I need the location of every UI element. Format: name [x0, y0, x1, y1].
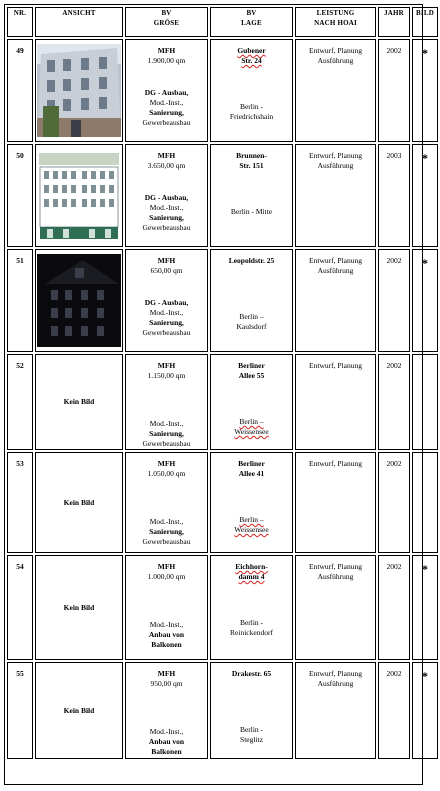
work-item: Gewerbeausbau — [142, 328, 191, 337]
work-item: Anbau von — [148, 737, 185, 746]
building-type: MFH — [157, 562, 176, 571]
row-number — [7, 452, 33, 553]
row-picture-mark — [412, 39, 438, 142]
row-number-text: 51 — [16, 256, 24, 265]
row-year — [378, 354, 410, 450]
row-performance — [295, 144, 376, 247]
year-text: 2002 — [386, 562, 402, 571]
city-district: Berlin – Weissensee — [234, 515, 269, 534]
year-text: 2002 — [386, 361, 402, 370]
street-address: Brunnen- Str. 151 — [236, 151, 267, 170]
project-list-page — [4, 4, 434, 785]
floor-area: 3.650,00 qm — [147, 161, 186, 170]
work-item: Sanierung, — [149, 108, 184, 117]
row-size — [125, 662, 208, 759]
row-year — [378, 452, 410, 553]
row-size — [125, 452, 208, 553]
project-table — [5, 5, 440, 761]
year-text: 2002 — [386, 459, 402, 468]
row-view — [35, 144, 123, 247]
street-address: Berliner Allee 55 — [238, 361, 265, 380]
performance-text: Entwurf, Planung Ausführung — [309, 562, 362, 581]
work-item: Anbau von — [148, 630, 185, 639]
row-location — [210, 354, 293, 450]
row-number-text: 54 — [16, 562, 24, 571]
work-item: Mod.-Inst., — [149, 727, 184, 736]
performance-text: Entwurf, Planung Ausführung — [309, 151, 362, 170]
row-view — [35, 662, 123, 759]
street-address: Eichhorn- damm 4 — [235, 562, 268, 581]
street-address: Gubener Str. 24 — [237, 46, 266, 65]
work-item: Sanierung, — [149, 527, 184, 536]
row-picture-mark — [412, 144, 438, 247]
building-drawing — [37, 149, 121, 242]
work-item: Gewerbeausbau — [142, 537, 191, 546]
row-picture-mark — [412, 354, 438, 450]
header-performance: LEISTUNG NACH HOAI — [295, 7, 376, 37]
work-item: Balkonen — [151, 747, 182, 756]
picture-asterisk: * — [422, 46, 428, 60]
no-picture-text: Kein Bild — [63, 705, 95, 715]
work-item: Mod.-Inst., — [149, 517, 184, 526]
row-location — [210, 452, 293, 553]
row-performance — [295, 555, 376, 660]
header-size: BV GRÖSE — [125, 7, 208, 37]
work-item: Sanierung, — [149, 429, 184, 438]
building-photo — [37, 44, 121, 137]
work-item: Mod.-Inst., — [149, 620, 184, 629]
row-size — [125, 354, 208, 450]
row-number — [7, 249, 33, 352]
city-district: Berlin - Friedrichshain — [229, 102, 274, 121]
year-text: 2002 — [386, 46, 402, 55]
work-item: DG - Ausbau, — [144, 88, 189, 97]
row-number-text: 55 — [16, 669, 24, 678]
street-address: Drakestr. 65 — [231, 669, 272, 678]
row-view — [35, 354, 123, 450]
city-district: Berlin – Weissensee — [234, 417, 269, 436]
row-picture-mark — [412, 662, 438, 759]
row-picture-mark — [412, 452, 438, 553]
street-address: Berliner Allee 41 — [238, 459, 265, 478]
city-district: Berlin - Steglitz — [239, 725, 264, 744]
work-item: DG - Ausbau, — [144, 298, 189, 307]
header-nr: NR. — [7, 7, 33, 37]
header-year: JAHR — [378, 7, 410, 37]
city-district: Berlin - Reinickendorf — [230, 618, 273, 637]
building-type: MFH — [157, 46, 176, 55]
floor-area: 950,00 qm — [150, 679, 183, 688]
work-item: Sanierung, — [149, 318, 184, 327]
row-performance — [295, 452, 376, 553]
row-size — [125, 555, 208, 660]
row-view — [35, 249, 123, 352]
performance-text: Entwurf, Planung Ausführung — [309, 669, 362, 688]
row-year — [378, 555, 410, 660]
performance-text: Entwurf, Planung — [309, 459, 362, 468]
row-number-text: 50 — [16, 151, 24, 160]
header-view: ANSICHT — [35, 7, 123, 37]
table-row — [7, 39, 438, 142]
header-row — [7, 7, 438, 37]
performance-text: Entwurf, Planung Ausführung — [309, 256, 362, 275]
row-number-text: 53 — [16, 459, 24, 468]
floor-area: 1.900,00 qm — [147, 56, 186, 65]
row-view — [35, 555, 123, 660]
floor-area: 1.000,00 qm — [147, 572, 186, 581]
row-view — [35, 452, 123, 553]
row-location — [210, 249, 293, 352]
table-row — [7, 452, 438, 553]
row-location — [210, 662, 293, 759]
work-item: Mod.-Inst., — [149, 203, 184, 212]
work-item: Gewerbeausbau — [142, 439, 191, 448]
row-year — [378, 249, 410, 352]
picture-asterisk: * — [422, 669, 428, 683]
picture-asterisk: * — [422, 562, 428, 576]
header-picture: BILD — [412, 7, 438, 37]
row-size — [125, 144, 208, 247]
row-performance — [295, 662, 376, 759]
year-text: 2002 — [386, 256, 402, 265]
work-item: DG - Ausbau, — [144, 193, 189, 202]
city-district: Berlin – Kaulsdorf — [236, 312, 267, 331]
row-location — [210, 555, 293, 660]
work-item: Balkonen — [151, 640, 182, 649]
row-year — [378, 662, 410, 759]
building-photo-dark — [37, 254, 121, 347]
row-size — [125, 249, 208, 352]
row-performance — [295, 354, 376, 450]
work-item: Mod.-Inst., — [149, 308, 184, 317]
work-item: Gewerbeausbau — [142, 223, 191, 232]
row-number — [7, 144, 33, 247]
row-performance — [295, 39, 376, 142]
work-item: Gewerbeausbau — [142, 118, 191, 127]
row-number-text: 52 — [16, 361, 24, 370]
table-row — [7, 144, 438, 247]
no-picture-text: Kein Bild — [63, 397, 95, 406]
row-picture-mark — [412, 249, 438, 352]
row-size — [125, 39, 208, 142]
building-type: MFH — [157, 256, 176, 265]
table-row — [7, 662, 438, 759]
performance-text: Entwurf, Planung Ausführung — [309, 46, 362, 65]
performance-text: Entwurf, Planung — [309, 361, 362, 370]
row-number — [7, 39, 33, 142]
building-type: MFH — [157, 361, 176, 370]
year-text: 2002 — [386, 669, 402, 678]
picture-asterisk: * — [422, 151, 428, 165]
street-address: Leopoldstr. 25 — [228, 256, 275, 265]
header-location: BV LAGE — [210, 7, 293, 37]
table-row — [7, 555, 438, 660]
row-picture-mark — [412, 555, 438, 660]
building-type: MFH — [157, 459, 176, 468]
floor-area: 1.050,00 qm — [147, 469, 186, 478]
work-item: Mod.-Inst., — [149, 419, 184, 428]
row-number — [7, 662, 33, 759]
work-item: Mod.-Inst., — [149, 98, 184, 107]
year-text: 2003 — [386, 151, 402, 160]
picture-asterisk: * — [422, 256, 428, 270]
table-row — [7, 354, 438, 450]
no-picture-text: Kein Bild — [63, 602, 95, 612]
building-type: MFH — [157, 151, 176, 160]
row-number-text: 49 — [16, 46, 24, 55]
no-picture-text: Kein Bild — [63, 497, 95, 507]
row-year — [378, 39, 410, 142]
row-location — [210, 144, 293, 247]
city-district: Berlin - Mitte — [230, 207, 273, 216]
row-performance — [295, 249, 376, 352]
row-number — [7, 354, 33, 450]
work-item: Sanierung, — [149, 213, 184, 222]
row-number — [7, 555, 33, 660]
building-type: MFH — [157, 669, 176, 678]
row-year — [378, 144, 410, 247]
floor-area: 650,00 qm — [150, 266, 183, 275]
floor-area: 1.150,00 qm — [147, 371, 186, 380]
table-row — [7, 249, 438, 352]
row-view — [35, 39, 123, 142]
row-location — [210, 39, 293, 142]
